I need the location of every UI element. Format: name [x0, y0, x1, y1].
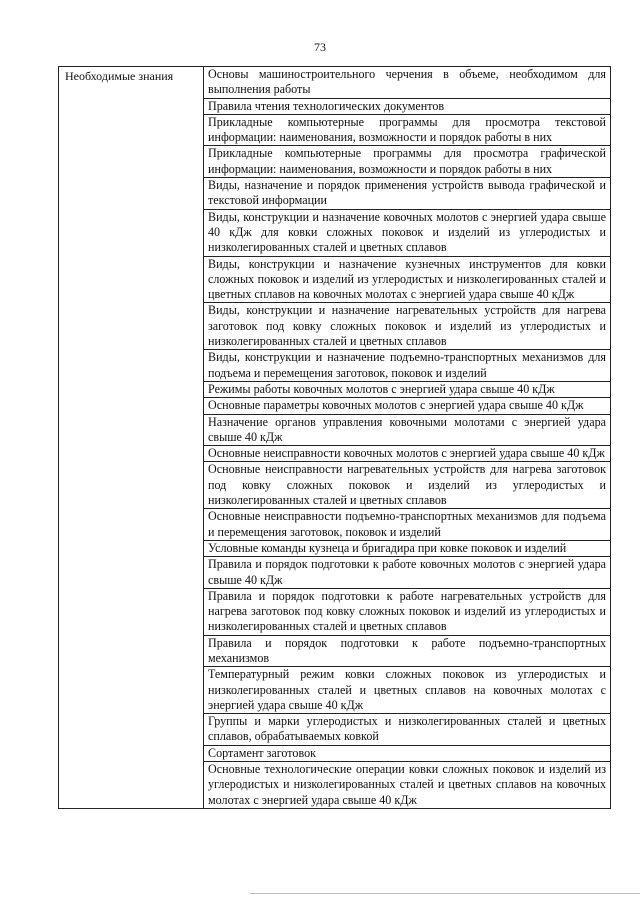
list-item: Сортамент заготовок [204, 746, 610, 762]
list-item: Правила и порядок подготовки к работе подъемно-транспортных механизмов [204, 636, 610, 668]
list-item: Правила и порядок подготовки к работе нагревательных устройств для нагрева заготовок под ковку сложных поковок и изделий из углеродистых и низколегированных сталей и цветных сплавов [204, 589, 610, 636]
scan-edge-line [250, 893, 640, 894]
table-row-label: Необходимые знания [59, 67, 204, 808]
list-item: Основные технологические операции ковки сложных поковок и изделий из углеродистых и низколегированных сталей и цветных сплавов на ковочных молотах с энергией удара свыше 40 кДж [208, 762, 606, 807]
list-item: Основные неисправности подъемно-транспортных механизмов для подъема и перемещения заготовок, поковок и изделий [204, 509, 610, 541]
list-item: Режимы работы ковочных молотов с энергией удара свыше 40 кДж [204, 382, 610, 398]
list-item: Правила и порядок подготовки к работе ковочных молотов с энергией удара свыше 40 кДж [204, 557, 610, 589]
list-item: Виды, назначение и порядок применения устройств вывода графической и текстовой информации [204, 178, 610, 210]
list-item: Основы машиностроительного черчения в объеме, необходимом для выполнения работы [204, 67, 610, 99]
knowledge-items [204, 67, 610, 808]
list-item: Правила чтения технологических документов [204, 99, 610, 115]
list-item: Основные неисправности нагревательных устройств для нагрева заготовок под ковку сложных поковок и изделий из углеродистых и низколегированных сталей и цветных сплавов [204, 462, 610, 509]
list-item: Назначение органов управления ковочными молотами с энергией удара свыше 40 кДж [204, 415, 610, 447]
list-item: Виды, конструкции и назначение кузнечных инструментов для ковки сложных поковок и изделий из углеродистых и низколегированных сталей и цветных сплавов на ковочных молотах с энергией удара свыше 40 кДж [204, 257, 610, 304]
knowledge-table [58, 66, 611, 809]
list-item: Виды, конструкции и назначение ковочных молотов с энергией удара свыше 40 кДж для ковки сложных поковок и изделий из углеродистых и низколегированных сталей и цветных сплавов [204, 210, 610, 257]
page-number: 73 [314, 40, 326, 54]
list-item: Основные неисправности ковочных молотов с энергией удара свыше 40 кДж [204, 446, 610, 462]
list-item: Прикладные компьютерные программы для просмотра графической информации: наименования, возможности и порядок работы в них [204, 146, 610, 178]
list-item: Виды, конструкции и назначение подъемно-транспортных механизмов для подъема и перемещения заготовок, поковок и изделий [204, 350, 610, 382]
list-item: Группы и марки углеродистых и низколегированных сталей и цветных сплавов, обрабатываемых ковкой [204, 714, 610, 746]
list-item: Виды, конструкции и назначение нагревательных устройств для нагрева заготовок под ковку сложных поковок и изделий из углеродистых и низколегированных сталей и цветных сплавов [204, 303, 610, 350]
list-item: Прикладные компьютерные программы для просмотра текстовой информации: наименования, возможности и порядок работы в них [204, 115, 610, 147]
list-item: Температурный режим ковки сложных поковок из углеродистых и низколегированных сталей и цветных сплавов на ковочных молотах с энергией удара свыше 40 кДж [204, 667, 610, 714]
list-item: Основные параметры ковочных молотов с энергией удара свыше 40 кДж [204, 398, 610, 414]
list-item: Условные команды кузнеца и бригадира при ковке поковок и изделий [204, 541, 610, 557]
